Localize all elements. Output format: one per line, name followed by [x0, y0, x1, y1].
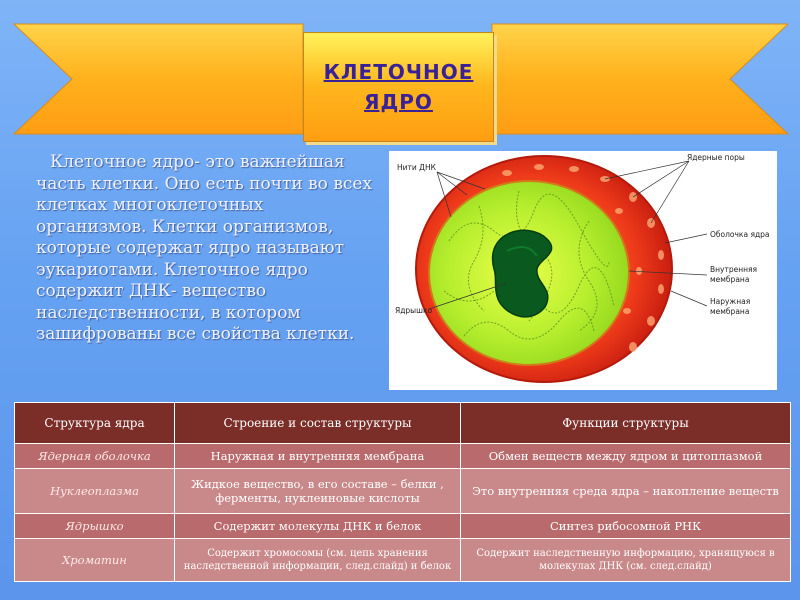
nucleus-structure-table [14, 402, 791, 582]
table-row [15, 468, 791, 514]
row-structure: Содержит молекулы ДНК и белок [175, 514, 461, 539]
row-structure: Содержит хромосомы (см. цепь хранения наследственной информации, след.слайд) и белок [175, 539, 461, 582]
page-title-line1: КЛЕТОЧНОЕ [323, 60, 474, 84]
table-header-row [15, 403, 791, 444]
row-name: Хроматин [15, 539, 175, 582]
row-function: Содержит наследственную информацию, хранящуюся в молекулах ДНК (см. след.слайд) [461, 539, 791, 582]
row-function: Это внутренняя среда ядра – накопление веществ [461, 468, 791, 514]
label-outer-membrane-2: мембрана [710, 307, 750, 316]
intro-paragraph: Клеточное ядро- это важнейшая часть клетки. Оно есть почти во всех клетках многоклеточных организмов. Клетки организмов, которые содержат ядро называют эукариотами. Клеточное ядро содержит ДНК- вещество наследственности, в котором зашифрованы все свойства клетки. [36, 152, 373, 344]
header-structure: Структура ядра [15, 403, 175, 444]
table-row [15, 539, 791, 582]
row-name: Ядерная оболочка [15, 444, 175, 469]
page-title-line2: ЯДРО [364, 90, 433, 114]
row-structure: Жидкое вещество, в его составе – белки , ферменты, нуклеиновые кислоты [175, 468, 461, 514]
row-function: Синтез рибосомной РНК [461, 514, 791, 539]
label-nuclear-envelope: Оболочка ядра [710, 230, 770, 239]
label-inner-membrane-1: Внутренняя [710, 265, 758, 274]
nucleus-diagram [389, 151, 777, 390]
header-composition: Строение и состав структуры [175, 403, 461, 444]
row-function: Обмен веществ между ядром и цитоплазмой [461, 444, 791, 469]
table-row [15, 444, 791, 469]
label-nuclear-pores: Ядерные поры [687, 153, 745, 162]
title-box [303, 32, 494, 142]
table-row [15, 514, 791, 539]
label-dna-threads: Нити ДНК [397, 163, 436, 172]
label-outer-membrane-1: Наружная [710, 297, 751, 306]
label-nucleolus: Ядрышко [395, 306, 433, 315]
row-name: Ядрышко [15, 514, 175, 539]
row-structure: Наружная и внутренняя мембрана [175, 444, 461, 469]
label-inner-membrane-2: мембрана [710, 275, 750, 284]
header-function: Функции структуры [461, 403, 791, 444]
row-name: Нуклеоплазма [15, 468, 175, 514]
